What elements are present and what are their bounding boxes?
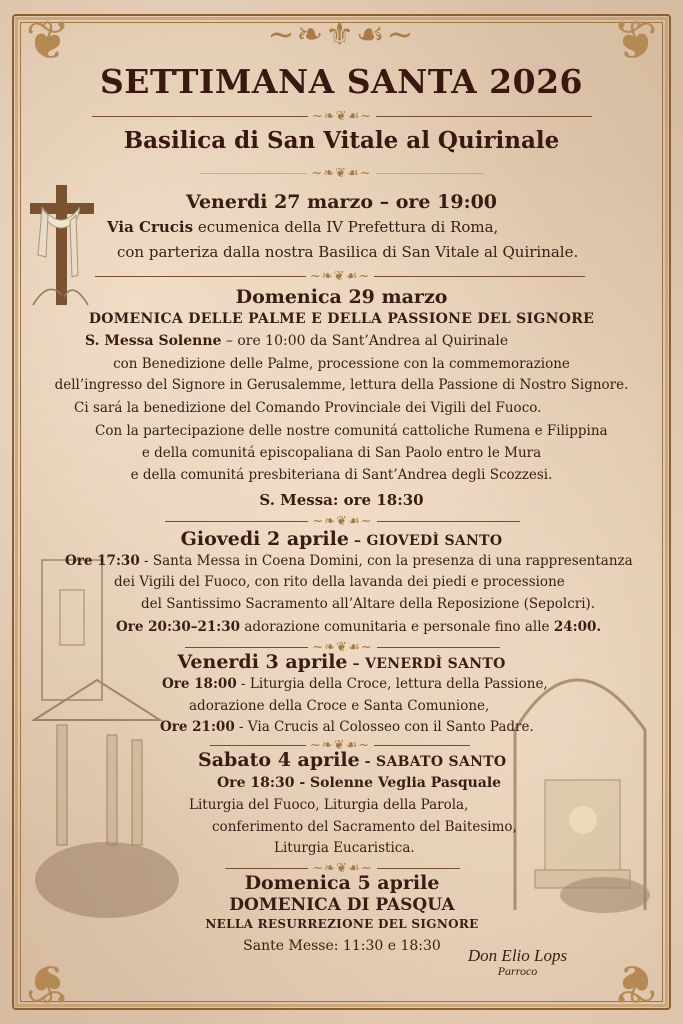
corner-ornament-icon: ❦ — [612, 952, 658, 1015]
scroll-ornament-icon: ~❧❦☙~ — [309, 268, 371, 284]
event-subheading: DOMENICA DI PASQUA — [229, 895, 455, 915]
corner-ornament-icon: ❦ — [612, 9, 658, 72]
event-line: Ore 17:30 - Santa Messa in Coena Domini, con la presenza di una rappresentanza — [65, 553, 633, 569]
event-line: dei Vigili del Fuoco, con rito della lavanda dei piedi e processione — [114, 574, 565, 590]
event-line: dell’ingresso del Signore in Gerusalemme, lettura della Passione di Nostro Signore. — [54, 377, 629, 393]
section-divider — [165, 514, 520, 528]
scroll-ornament-icon: ~❧❦☙~ — [312, 860, 373, 876]
event-line: S. Messa Solenne – ore 10:00 da Sant’Andrea al Quirinale — [85, 333, 509, 349]
event-line: Liturgia del Fuoco, Liturgia della Parola, — [189, 797, 469, 813]
subtitle-divider — [200, 166, 483, 180]
event-heading: Giovedi 2 aprile – GIOVEDÌ SANTO — [180, 528, 503, 550]
signature — [455, 946, 580, 979]
event-line: adorazione della Croce e Santa Comunione, — [189, 698, 490, 714]
event-line: Con la partecipazione delle nostre comunitá cattoliche Rumena e Filippina — [95, 423, 608, 439]
event-line: Ore 18:30 - Solenne Veglia Pasquale — [217, 775, 502, 791]
signature-role: Parroco — [497, 964, 538, 978]
event-line: con parteriza dalla nostra Basilica di San Vitale al Quirinale. — [117, 243, 579, 261]
event-line: e della comunitá presbiteriana di Sant’Andrea degli Scozzesi. — [130, 467, 553, 483]
event-line: Ore 18:00 - Liturgia della Croce, lettura della Passione, — [162, 676, 548, 692]
event-line: del Santissimo Sacramento all’Altare della Reposizione (Sepolcri). — [141, 596, 596, 612]
event-heading: Domenica 5 aprile — [244, 872, 440, 894]
event-subheading: DOMENICA DELLE PALME E DELLA PASSIONE DEL SIGNORE — [88, 311, 595, 327]
corner-ornament-icon: ❦ — [25, 952, 71, 1015]
scroll-ornament-icon: ~❧❦☙~ — [309, 737, 371, 753]
scroll-ornament-icon: ~❧❦☙~ — [311, 108, 373, 124]
event-footer: Sante Messe: 11:30 e 18:30 — [243, 938, 441, 954]
event-subheading: NELLA RESURREZIONE DEL SIGNORE — [205, 917, 479, 931]
basilica-subtitle: Basilica di San Vitale al Quirinale — [123, 127, 560, 154]
event-heading: Sabato 4 aprile - SABATO SANTO — [198, 749, 507, 771]
event-line: Ore 21:00 - Via Crucis al Colosseo con il Santo Padre. — [160, 719, 534, 735]
event-line: e della comunitá episcopaliana di San Paolo entro le Mura — [141, 445, 542, 461]
scroll-ornament-icon: ~❧❦☙~ — [312, 639, 373, 655]
event-heading: Venerdi 27 marzo – ore 19:00 — [185, 191, 498, 213]
header-divider — [92, 109, 592, 123]
section-divider — [95, 269, 585, 283]
scroll-ornament-icon: ~❧❦☙~ — [311, 165, 372, 181]
event-line: con Benedizione delle Palme, processione con la commemorazione — [113, 356, 570, 372]
event-line: Via Crucis ecumenica della IV Prefettura di Roma, — [107, 218, 499, 236]
event-heading: Venerdi 3 aprile – VENERDÌ SANTO — [177, 651, 506, 673]
event-line: Liturgia Eucaristica. — [274, 840, 415, 856]
event-line: conferimento del Sacramento del Baitesimo, — [212, 819, 517, 835]
event-line: Ci sará la benedizione del Comando Provinciale dei Vigili del Fuoco. — [74, 400, 542, 416]
scroll-ornament-icon: ~❧❦☙~ — [312, 513, 373, 529]
corner-ornament-icon: ❦ — [25, 9, 71, 72]
event-heading: Domenica 29 marzo — [235, 286, 448, 308]
top-fleur-ornament-icon: ~❧⚜☙~ — [267, 15, 416, 53]
event-footer: S. Messa: ore 18:30 — [259, 491, 424, 509]
signature-name: Don Elio Lops — [467, 946, 568, 965]
event-line: Ore 20:30–21:30 adorazione comunitaria e personale fino alle 24:00. — [116, 619, 602, 635]
page-title: SETTIMANA SANTA 2026 — [99, 62, 584, 101]
